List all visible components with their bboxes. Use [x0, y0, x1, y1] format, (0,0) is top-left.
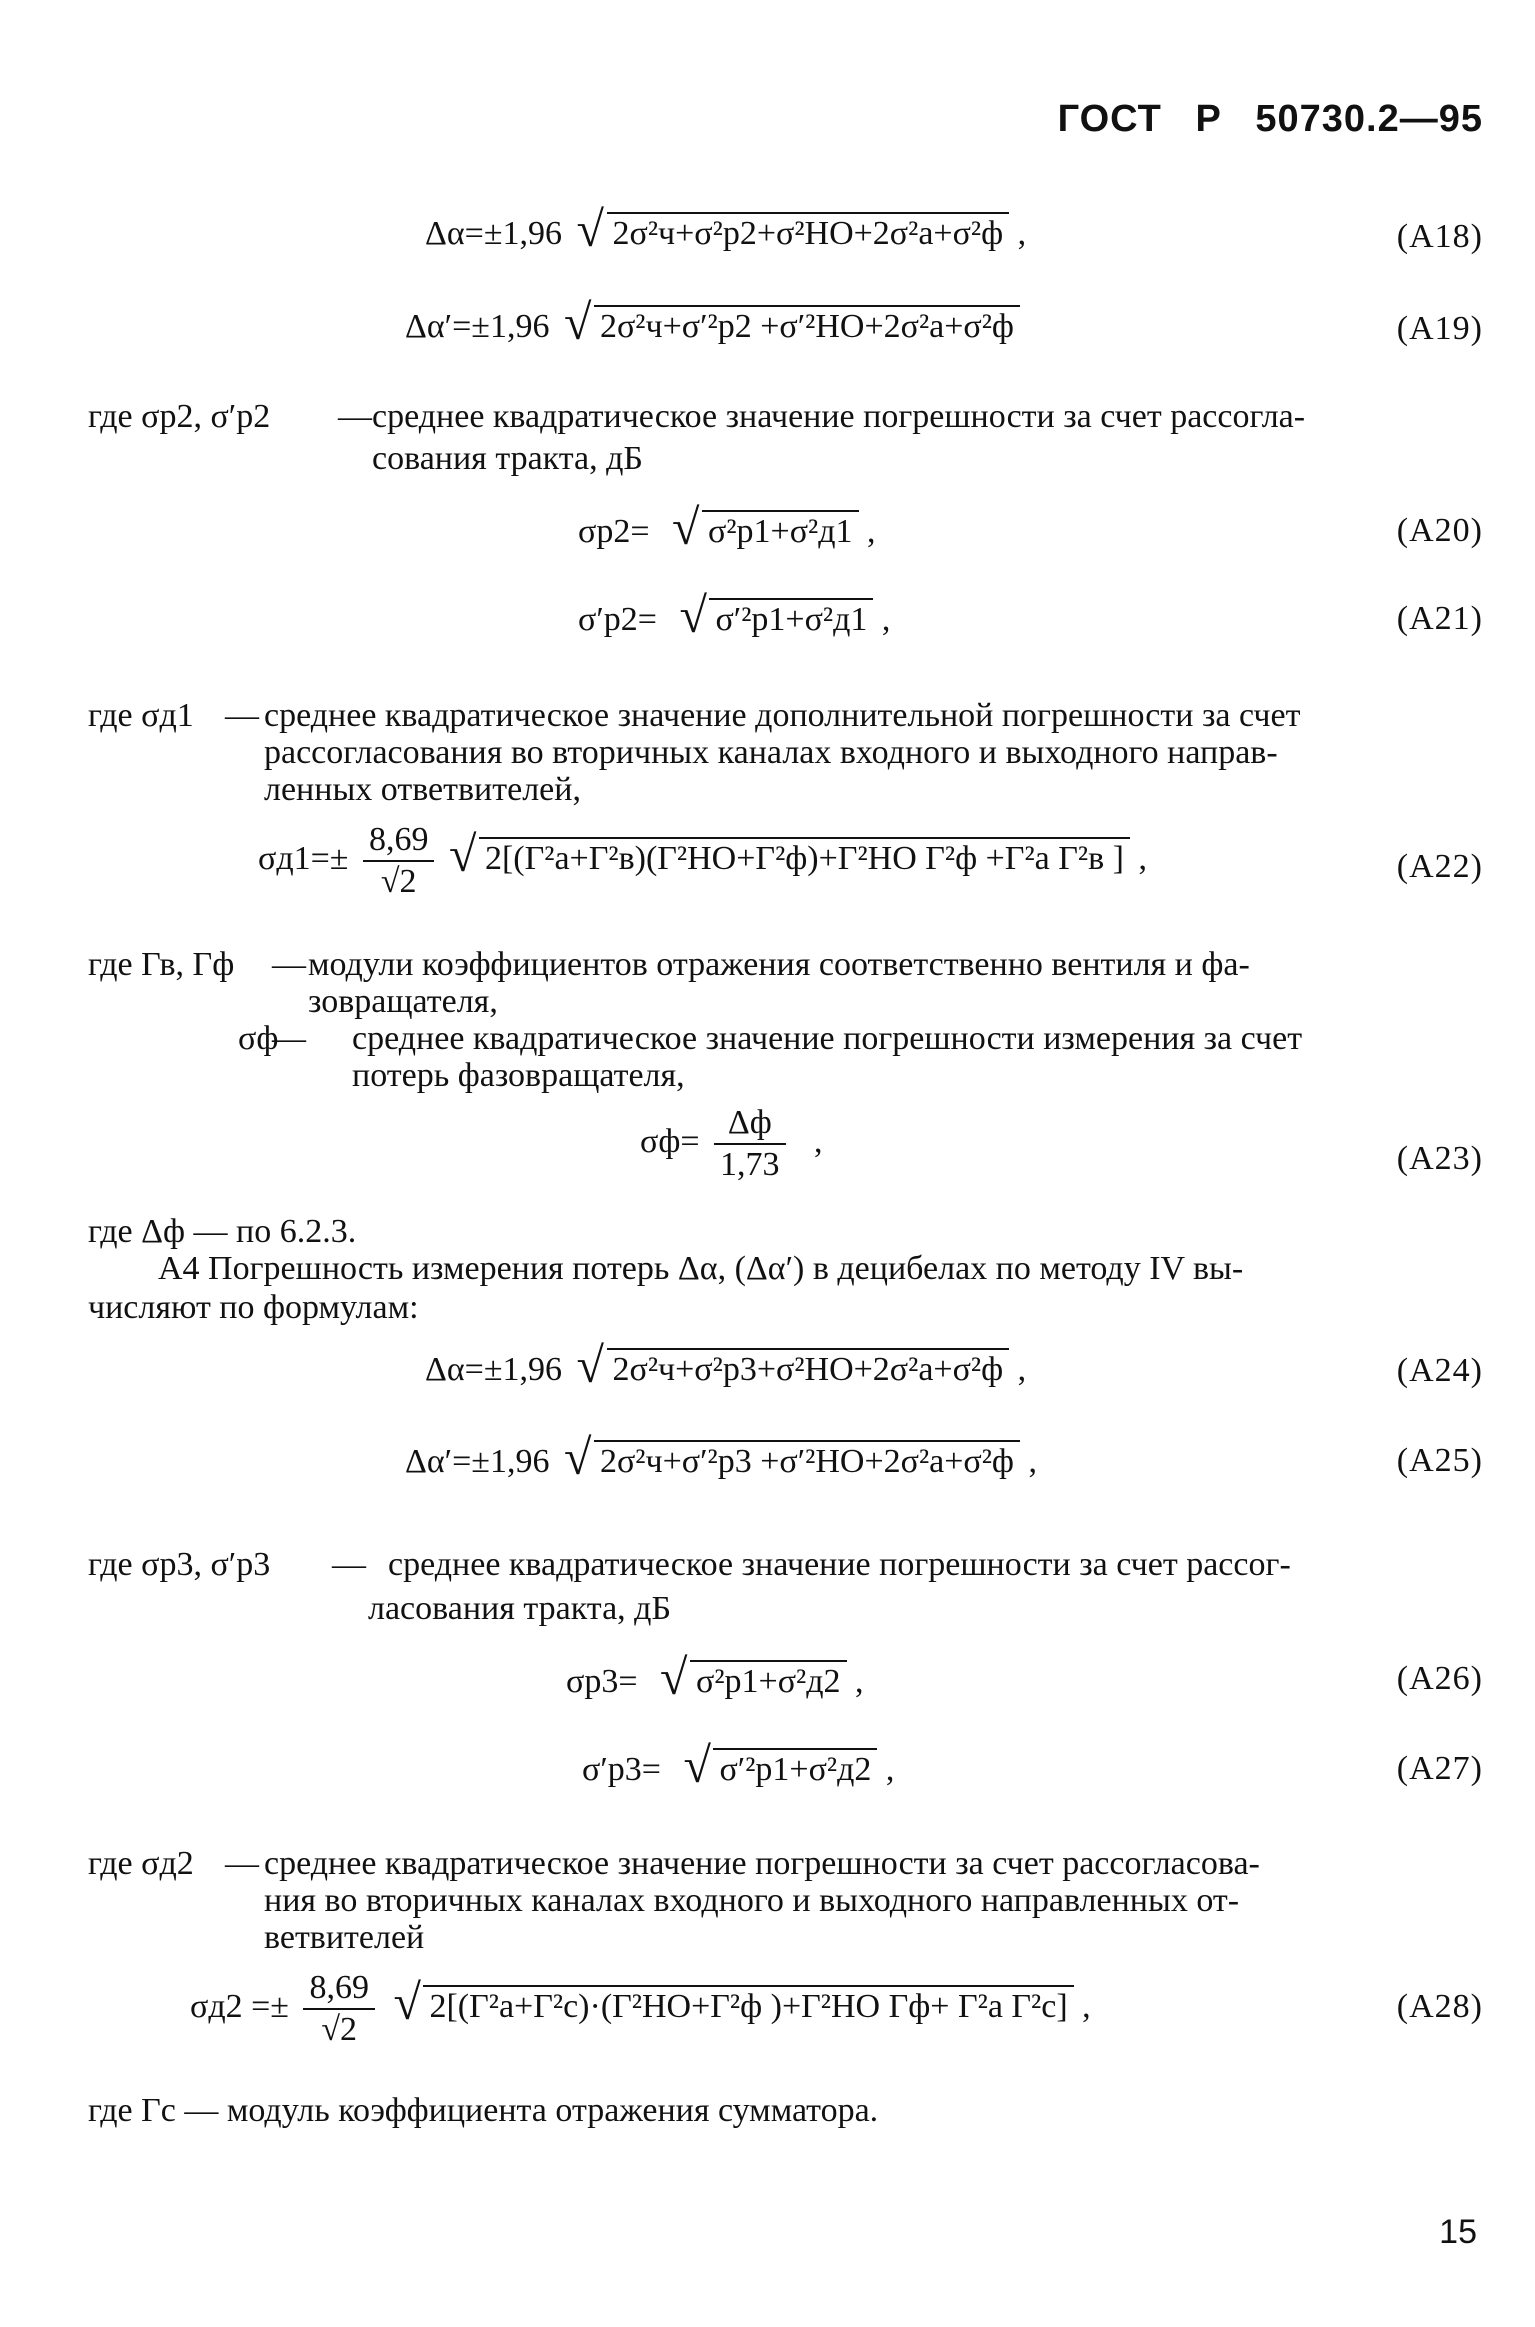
- equation-a21: [578, 598, 890, 640]
- denominator: √2: [380, 863, 417, 900]
- fraction: [714, 1103, 786, 1185]
- dash: —: [272, 946, 306, 983]
- term-sigma-d1: где σд1: [88, 697, 194, 734]
- text-line: потерь фазовращателя,: [352, 1057, 685, 1094]
- dash: —: [272, 1020, 306, 1057]
- equation-a20: [578, 510, 876, 552]
- equation-number-a26: (А26): [1396, 1660, 1483, 1697]
- eq-radicand: √ 2[(Г²а+Г²с)·(Г²НО+Г²ф )+Г²НО Гф+ Г²а Г²с]: [423, 1985, 1073, 2027]
- text-line: модули коэффициентов отражения соответственно вентиля и фа-: [308, 946, 1250, 983]
- eq-tail: ,: [855, 1663, 864, 1700]
- eq-tail: ,: [1017, 1351, 1027, 1388]
- eq-radicand: √ 2σ²ч+σ²р2+σ²НО+2σ²а+σ²ф: [607, 212, 1010, 254]
- eq-lhs: σр3=: [566, 1663, 638, 1700]
- text-line: среднее квадратическое значение погрешности за счет рассогла-: [372, 398, 1306, 435]
- text-line: А4 Погрешность измерения потерь Δα, (Δα′) в децибелах по методу IV вы-: [158, 1250, 1244, 1287]
- text-line: рассогласования во вторичных каналах входного и выходного направ-: [264, 734, 1278, 771]
- eq-tail: ,: [867, 513, 876, 550]
- text-line: числяют по формулам:: [88, 1289, 419, 1326]
- equation-number-a22: (А22): [1396, 848, 1483, 885]
- denominator: 1,73: [720, 1146, 780, 1183]
- dash: —: [338, 398, 372, 435]
- eq-radicand: √ 2σ²ч+σ′²р3 +σ′²НО+2σ²а+σ²ф: [594, 1440, 1020, 1482]
- equation-a23: [640, 1103, 823, 1185]
- eq-lhs: Δα′=±1,96: [405, 1443, 550, 1480]
- eq-lhs: σф=: [640, 1122, 700, 1160]
- fraction: [363, 820, 435, 902]
- equation-number-a24: (А24): [1396, 1352, 1483, 1389]
- denominator: √2: [321, 2011, 358, 2048]
- text-line: где Гс — модуль коэффициента отражения сумматора.: [88, 2092, 879, 2129]
- eq-radicand: √ σ²р1+σ²д2: [690, 1660, 847, 1702]
- numerator: 8,69: [363, 820, 435, 862]
- header-gost: ГОСТ: [1057, 98, 1162, 140]
- text-line: где Δф — по 6.2.3.: [88, 1213, 357, 1250]
- text-line: среднее квадратическое значение дополнительной погрешности за счет: [264, 697, 1301, 734]
- fraction: [303, 1968, 375, 2050]
- text-line: ленных ответвителей,: [264, 771, 581, 808]
- eq-lhs: σд2 =±: [190, 1987, 289, 2025]
- term-sigma-f: σф: [238, 1020, 279, 1057]
- eq-tail: ,: [1028, 1443, 1037, 1480]
- text-line: среднее квадратическое значение погрешности измерения за счет: [352, 1020, 1303, 1057]
- eq-lhs: Δα=±1,96: [425, 215, 563, 252]
- text-line: зовращателя,: [308, 983, 498, 1020]
- equation-number-a23: (А23): [1396, 1140, 1483, 1177]
- eq-tail: ,: [881, 601, 891, 638]
- equation-a19: [405, 305, 1020, 347]
- term-sigma-p2: где σр2, σ′р2: [88, 398, 271, 435]
- eq-lhs: σ′р2=: [578, 601, 657, 638]
- document-header: [1036, 98, 1483, 141]
- text-line: ветвителей: [264, 1919, 425, 1956]
- header-r: Р: [1195, 98, 1222, 140]
- equation-a24: [425, 1348, 1026, 1390]
- page-number: 15: [1439, 2213, 1477, 2251]
- eq-radicand: √ σ²р1+σ²д1: [702, 510, 859, 552]
- eq-radicand: √ σ′²р1+σ²д2: [713, 1748, 877, 1790]
- dash: —: [225, 697, 259, 734]
- eq-radicand: √ σ′²р1+σ²д1: [709, 598, 873, 640]
- equation-a25: [405, 1440, 1037, 1482]
- equation-a27: [582, 1748, 894, 1790]
- eq-radicand: √ 2[(Г²а+Г²в)(Г²НО+Г²ф)+Г²НО Г²ф +Г²а Г²в ]: [479, 837, 1130, 879]
- eq-lhs: σр2=: [578, 513, 650, 550]
- equation-number-a18: (А18): [1396, 218, 1483, 255]
- term-gamma: где Гв, Гф: [88, 946, 235, 983]
- equation-a18: [425, 212, 1026, 254]
- dash: —: [225, 1845, 259, 1882]
- numerator: Δф: [714, 1103, 786, 1145]
- eq-tail: ,: [814, 1122, 823, 1160]
- text-line: ласования тракта, дБ: [368, 1590, 671, 1627]
- eq-radicand: √ 2σ²ч+σ′²р2 +σ′²НО+2σ²а+σ²ф: [594, 305, 1020, 347]
- dash: —: [332, 1546, 366, 1583]
- numerator: 8,69: [303, 1968, 375, 2010]
- text-line: сования тракта, дБ: [372, 440, 643, 477]
- equation-number-a19: (А19): [1396, 310, 1483, 347]
- text-line: ния во вторичных каналах входного и выходного направленных от-: [264, 1882, 1240, 1919]
- equation-number-a21: (А21): [1396, 600, 1483, 637]
- eq-tail: ,: [1017, 215, 1027, 252]
- equation-number-a27: (А27): [1396, 1750, 1483, 1787]
- eq-tail: ,: [1082, 1987, 1091, 2025]
- equation-a26: [566, 1660, 864, 1702]
- text-line: среднее квадратическое значение погрешности за счет рассог-: [388, 1546, 1291, 1583]
- term-sigma-d2: где σд2: [88, 1845, 194, 1882]
- eq-lhs: σд1=±: [258, 839, 349, 877]
- eq-lhs: Δα′=±1,96: [405, 308, 550, 345]
- term-sigma-p3: где σр3, σ′р3: [88, 1546, 271, 1583]
- text-line: среднее квадратическое значение погрешности за счет рассогласова-: [264, 1845, 1260, 1882]
- equation-number-a28: (А28): [1396, 1988, 1483, 2025]
- eq-radicand: √ 2σ²ч+σ²р3+σ²НО+2σ²а+σ²ф: [607, 1348, 1010, 1390]
- equation-a28: [190, 1968, 1091, 2050]
- header-number: 50730.2—95: [1255, 98, 1483, 140]
- equation-a22: [258, 820, 1147, 902]
- eq-tail: ,: [1138, 839, 1147, 877]
- eq-lhs: σ′р3=: [582, 1751, 661, 1788]
- eq-lhs: Δα=±1,96: [425, 1351, 563, 1388]
- eq-tail: ,: [885, 1751, 895, 1788]
- equation-number-a20: (А20): [1396, 512, 1483, 549]
- equation-number-a25: (А25): [1396, 1442, 1483, 1479]
